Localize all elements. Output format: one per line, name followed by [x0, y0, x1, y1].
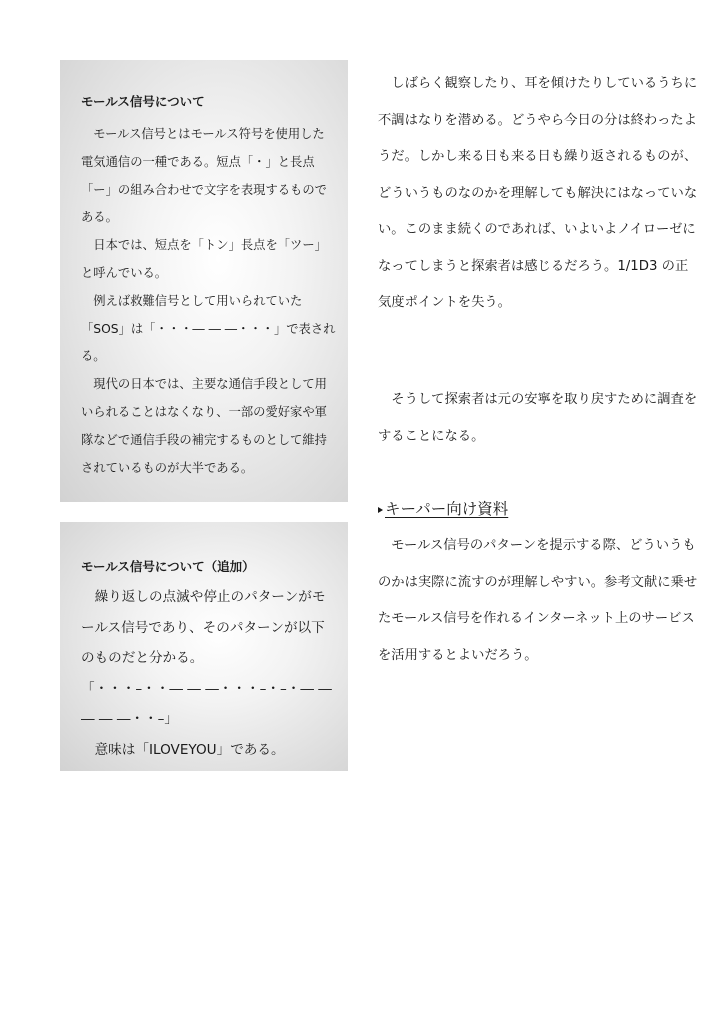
morse-additional-paragraph: 繰り返しの点滅や停止のパターンがモールス信号であり、そのパターンが以下のものだと分かる。 [81, 589, 326, 666]
morse-info-paragraph-2: 日本では、短点を「トン」長点を「ツー」と呼んでいる。 [81, 238, 327, 280]
morse-info-paragraph-4: 現代の日本では、主要な通信手段として用いられることはなくなり、一部の愛好家や軍隊などで通信手段の補完するものとして維持されているものが大半である。 [81, 377, 327, 475]
triangle-bullet-icon [378, 507, 383, 513]
main-paragraph-3: モールス信号のパターンを提示する際、どういうものかは実際に流すのが理解しやすい。参考文献に乗せたモールス信号を作れるインターネット上のサービスを活用するとよいだろう。 [378, 538, 698, 663]
main-paragraph-3-container [378, 528, 698, 674]
morse-additional-box [60, 522, 348, 771]
morse-info-paragraph-1: モールス信号とはモールス符号を使用した電気通信の一種である。短点「・」と長点「ー」の組み合わせで文字を表現するものである。 [81, 127, 327, 225]
morse-code-sequence: 「・・・–・・― ― ―・・・–・–・― ― ― ― ―・・–」 [81, 680, 332, 727]
main-paragraph-1-container [378, 66, 698, 322]
morse-meaning: 意味は「ILOVEYOU」である。 [94, 741, 285, 758]
main-paragraph-2-container [378, 382, 698, 455]
morse-info-box [60, 60, 348, 502]
morse-additional-title: モールス信号について（追加） [81, 559, 255, 574]
main-paragraph-1: しばらく観察したり、耳を傾けたりしているうちに不調はなりを潜める。どうやら今日の分は終わったようだ。しかし来る日も来る日も繰り返されるものが、どういうものなのかを理解しても解決にはなっていない。このまま続くのであれば、いよいよノイローゼになってしまうと探索者は感じるだろう。1/1D3 の正気度ポイントを失う。 [378, 76, 698, 310]
keeper-section-heading [378, 497, 508, 521]
morse-info-paragraph-3: 例えば救難信号として用いられていた「SOS」は「・・・― ― ―・・・」で表される。 [81, 293, 336, 364]
keeper-heading-text: キーパー向け資料 [385, 500, 509, 518]
main-paragraph-2: そうして探索者は元の安寧を取り戻すために調査をすることになる。 [378, 392, 698, 444]
morse-info-title: モールス信号について [81, 94, 205, 109]
